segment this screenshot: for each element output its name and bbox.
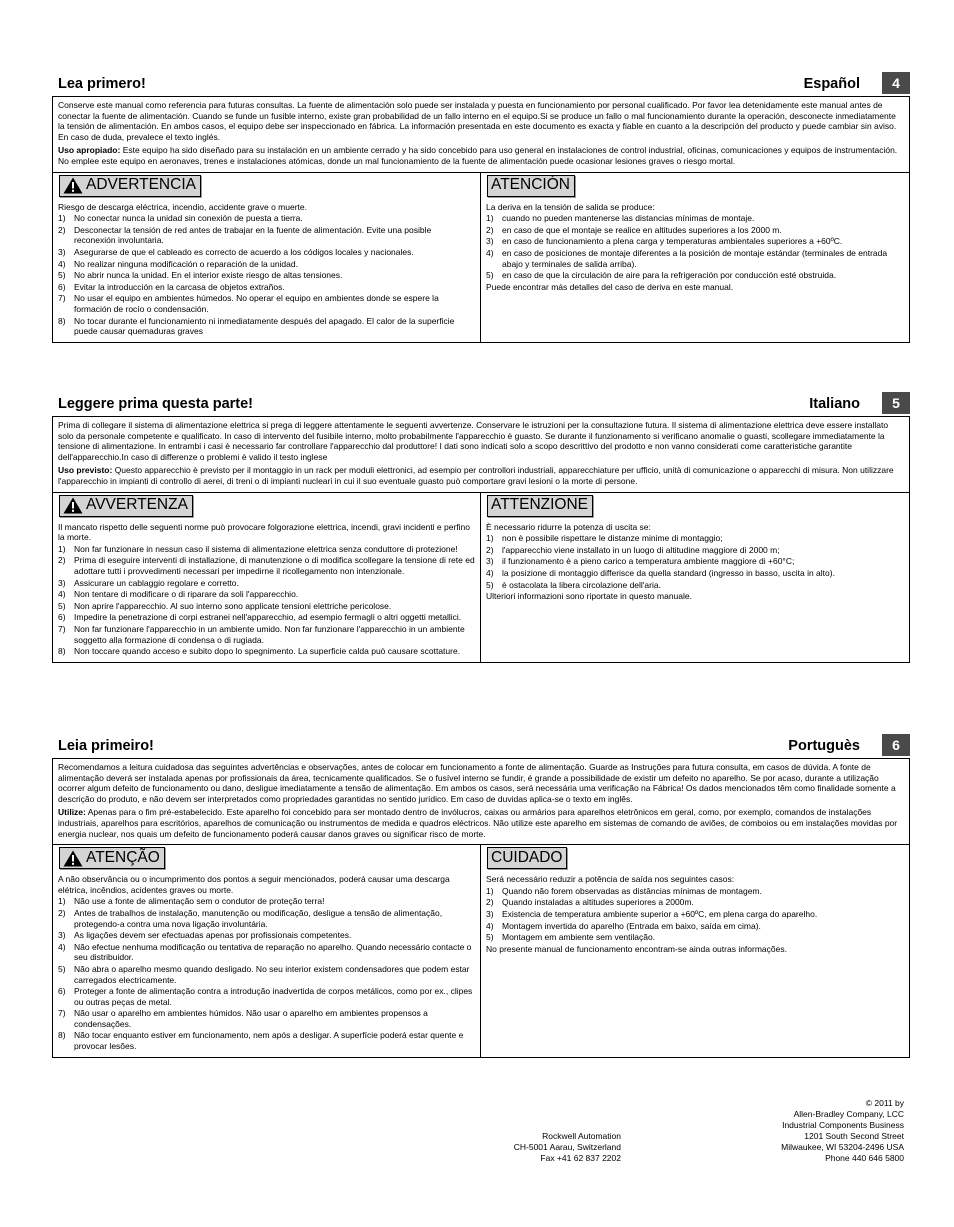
warning-list [58,896,475,1051]
list-item-text: No tocar durante el funcionamiento ni inmediatamente después del apagado. El calor de la superficie puede causar quemaduras graves [74,315,455,337]
list-item [486,248,904,269]
caution-list [486,533,904,590]
list-item-number: 2) [486,224,494,235]
section-header [52,738,910,758]
list-item [58,1008,475,1029]
list-item-number: 6) [58,612,66,623]
list-item-text: en caso de que la circulación de aire para la refrigeración por conducción esté obstruida. [502,270,837,281]
list-item-number: 5) [58,963,66,974]
warning-list [58,544,475,657]
list-item-number: 2) [58,555,66,566]
list-item [486,568,904,579]
list-item [486,921,904,932]
list-item [58,624,475,645]
use-paragraph [58,145,904,166]
list-item-text: Asegurarse de que el cableado es correcto de acuerdo a los códigos locales y nacionales. [74,246,414,257]
list-item-number: 5) [58,270,66,281]
footer-line: Rockwell Automation [542,1131,621,1141]
warning-label [59,495,193,517]
list-item [486,932,904,943]
list-item-text: Quando instaladas a altitudes superiores a 2000m. [502,897,694,908]
intro-text [53,759,909,845]
section-language: Portuguès [788,738,860,754]
use-paragraph [58,807,904,839]
caution-label [487,175,575,197]
list-item-number: 5) [486,579,494,590]
list-item-text: Non tentare di modificare o di riparare da soli l'apparecchio. [74,589,299,600]
intro-text [53,97,909,173]
warning-label [59,175,201,197]
list-item [58,908,475,929]
list-item-number: 5) [486,932,494,943]
caution-column [481,173,909,342]
caution-column [481,845,909,1057]
list-item-number: 6) [58,986,66,997]
section-title: Leggere prima questa parte! [58,396,253,412]
section-title: Leia primeiro! [58,738,154,754]
list-item-text: en caso de posiciones de montaje diferentes a la posición de montaje estándar (terminales de entrada abajo y terminales de salida arriba). [502,247,888,269]
list-item-text: non è possibile rispettare le distanze minime di montaggio; [502,533,723,544]
section-language: Español [803,76,860,92]
warning-lead: A não observância ou o incumprimento dos pontos a seguir mencionados, poderá causar uma descarga elétrica, incêndios, acidentes graves ou morte. [58,874,450,895]
list-item-text: Proteger a fonte de alimentação contra a introdução inadvertida de corpos metálicos, como por ex., clipes ou outras peças de metal. [74,986,473,1007]
list-item-text: Não abra o aparelho mesmo quando desligado. No seu interior existem condensadores que podem estar carregados electricamente. [74,963,470,985]
list-item [486,545,904,556]
list-item [58,270,475,281]
list-item-number: 3) [58,930,66,941]
notice-columns [53,173,909,342]
list-item-number: 2) [58,907,66,918]
warning-list [58,213,475,337]
list-item-text: As ligações devem ser efectuadas apenas por profissionais competentes. [74,930,352,941]
caution-column [481,493,909,662]
caution-label-text: CUIDADO [491,848,563,866]
list-item-text: Existencia de temperatura ambiente superior a +60ºC, em plena carga do aparelho. [502,908,818,919]
list-item-text: en caso de funcionamiento a plena carga y temperaturas ambientales superiores a +60ºC. [502,236,843,247]
caution-list [486,886,904,943]
footer-line: Industrial Components Business [782,1120,904,1130]
list-item [58,942,475,963]
section-number: 4 [882,72,910,94]
list-item-text: cuando no pueden mantenerse las distancias mínimas de montaje. [502,213,755,224]
list-item-number: 4) [486,920,494,931]
list-item-text: Antes de trabalhos de instalação, manutenção ou modificação, desligue a tensão de alimentação, protegendo-a contra uma nova ligação involuntária. [74,907,443,929]
list-item [58,612,475,623]
footer-line: 1201 South Second Street [804,1131,904,1141]
caution-tail: No presente manual de funcionamento encontram-se ainda outras informações. [486,943,787,954]
list-item-text: l'apparecchio viene installato in un luogo di altitudine maggiore di 2000 m; [502,544,780,555]
warning-label-text: ADVERTENCIA [86,176,196,194]
use-text: Questo apparecchio è previsto per il montaggio in un rack per moduli elettronici, ad esempio per controllori industriali, apparecchiature per ufficio, unità di comunicazione o apparecchi di misura. Non utilizzare l'apparecchio in impianti di controllo di aerei, di treni o di impianti nucleari in cui il suo eventuale guasto può comportare gravi lesioni o la morte di persone. [58,465,894,486]
section-box [52,96,910,343]
section-espanol [52,76,910,343]
section-header [52,76,910,96]
list-item-number: 5) [486,270,494,281]
warning-triangle-icon [63,497,83,514]
notice-columns [53,493,909,662]
list-item [486,580,904,591]
warning-label-text: ATENÇÃO [86,848,160,866]
list-item-text: Assicurare un cablaggio regolare e corretto. [74,577,239,588]
use-label: Utilize: [58,807,86,818]
list-item [58,282,475,293]
list-item-text: la posizione di montaggio differisce da quella standard (ingresso in basso, uscita in alto). [502,567,835,578]
list-item-number: 2) [58,224,66,235]
list-item-number: 5) [58,600,66,611]
list-item-number: 1) [58,896,66,907]
list-item [486,533,904,544]
list-item [486,556,904,567]
use-text: Apenas para o fim pré-estabelecido. Este aparelho foi concebido para ser montado dentro de invólucros, caixas ou armários para aparelhos eletrônicos em geral, como, por exemplo, comandos de instalações industriais, aparelhos para escritórios, aparelhos de comunicação ou instrumentos de medida e quadros eléctricos. Não utilize este aparelho em sistemas de comando de aviões, de comboios ou em instalações movidas por energia nuclear, nos quais um defeito de funcionamento poderá causar danos graves ou significar risco de morte. [58,807,898,839]
section-language: Italiano [809,396,860,412]
footer-line: Fax +41 62 837 2202 [540,1153,621,1163]
list-item-text: No realizar ninguna modificación o reparación de la unidad. [74,258,298,269]
list-item [58,544,475,555]
footer-line: © 2011 by [865,1098,904,1108]
list-item-number: 1) [486,533,494,544]
list-item-text: Não efectue nenhuma modificação ou tentativa de reparação no aparelho. Quando necessário contacte o seu distribuidor. [74,941,472,963]
list-item-text: en caso de que el montaje se realice en altitudes superiores a los 2000 m. [502,224,782,235]
list-item-number: 4) [486,567,494,578]
list-item-number: 2) [486,897,494,908]
list-item [58,259,475,270]
list-item-text: Non far funzionare l'apparecchio in un ambiente umido. Non far funzionare l'apparecchio in un ambiente soggetto alla formazione di condensa o di rugiada. [74,623,465,645]
list-item [58,896,475,907]
list-item [58,589,475,600]
caution-label-text: ATTENZIONE [491,496,589,514]
warning-triangle-icon [63,850,83,867]
list-item [58,578,475,589]
footer-line: Allen-Bradley Company, LCC [793,1109,904,1119]
intro-paragraph: Prima di collegare il sistema di alimentazione elettrica si prega di leggere attentamente le seguenti avvertenze. Conservare le istruzioni per la consultazione futura. Il sistema di alimentazione elettrica deve essere installato solo da personale competente e qualificato. In caso di intervento del fusibile interno, molto probabilmente l'apparecchio è guasto. Se durante il funzionamento si verificano anomalie o guasti, scollegare immediatamente la tensione di alimentazione. In entrambi i casi è necessario far controllare l'apparecchio dal produttore! I dati sono indicati solo a scopo descrittivo del prodotto e non vanno considerati come caratteristiche garantite dell'apparecchio.In caso di differenze o problemi è valido il testo inglese [58,420,889,462]
list-item-number: 4) [486,247,494,258]
warning-column [53,173,481,342]
list-item-number: 1) [486,213,494,224]
section-italiano [52,396,910,663]
list-item-number: 3) [486,236,494,247]
list-item-text: il funzionamento è a pieno carico a temperatura ambiente maggiore di +60°C; [502,556,795,567]
list-item-text: Impedire la penetrazione di corpi estranei nell'apparecchio, ad esempio fermagli o altri oggetti metallici. [74,612,462,623]
list-item-number: 8) [58,1030,66,1041]
list-item-text: Não tocar enquanto estiver em funcionamento, nem após a desligar. A superfície poderá estar quente e provocar lesões. [74,1030,464,1052]
list-item-number: 1) [58,213,66,224]
warning-column [53,493,481,662]
list-item [486,236,904,247]
footer-line: CH-5001 Aarau, Switzerland [513,1142,621,1152]
list-item-number: 6) [58,281,66,292]
intro-text [53,417,909,493]
list-item [486,897,904,908]
list-item-number: 3) [486,908,494,919]
section-header [52,396,910,416]
list-item [58,646,475,657]
footer-line: Phone 440 646 5800 [825,1153,904,1163]
list-item [58,930,475,941]
footer-allen-bradley-address [700,1098,904,1164]
list-item-number: 7) [58,623,66,634]
list-item [58,225,475,246]
list-item-number: 8) [58,646,66,657]
list-item-text: No usar el equipo en ambientes húmedos. No operar el equipo en ambientes donde se espere la formación de rocío o condensación. [74,293,439,314]
list-item-number: 3) [486,556,494,567]
list-item-text: Não use a fonte de alimentação sem o condutor de proteção terra! [74,896,325,907]
caution-tail: Ulteriori informazioni sono riportate in questo manuale. [486,591,692,602]
list-item-text: Montagem em ambiente sem ventilação. [502,932,656,943]
caution-label [487,495,593,517]
list-item [58,964,475,985]
list-item-text: Prima di eseguire interventi di installazione, di manutenzione o di modifica scollegare la tensione di rete ed adottare tutti i provvedimenti necessari per impedirne il ricollegamento non intenzionale. [74,555,475,576]
list-item-text: Non aprire l'apparecchio. Al suo interno sono applicate tensioni elettriche pericolose. [74,600,392,611]
list-item-number: 3) [58,577,66,588]
list-item [58,986,475,1007]
list-item [58,1030,475,1051]
list-item-text: Non toccare quando acceso e subito dopo lo spegnimento. La superficie calda può causare scottature. [74,646,461,657]
caution-lead: La deriva en la tensión de salida se produce: [486,201,655,212]
list-item-number: 7) [58,1008,66,1019]
caution-label-text: ATENCIÓN [491,176,570,194]
list-item-text: Non far funzionare in nessun caso il sistema di alimentazione elettrica senza conduttore di protezione! [74,543,458,554]
list-item [486,270,904,281]
warning-label-text: AVVERTENZA [86,496,188,514]
list-item-text: No conectar nunca la unidad sin conexión de puesta a tierra. [74,213,303,224]
list-item-text: Quando não forem observadas as distâncias mínimas de montagem. [502,885,762,896]
list-item [486,225,904,236]
list-item [58,555,475,576]
warning-lead: Il mancato rispetto delle seguenti norme può provocare folgorazione elettrica, incendi, gravi incidenti e perfino la morte. [58,521,471,543]
warning-label [59,847,165,869]
list-item [58,247,475,258]
list-item [58,601,475,612]
notice-columns [53,845,909,1057]
list-item-text: No abrir nunca la unidad. En el interior existe riesgo de altas tensiones. [74,270,343,281]
list-item-number: 4) [58,589,66,600]
caution-label [487,847,567,869]
list-item-number: 4) [58,941,66,952]
list-item-number: 3) [58,246,66,257]
footer-rockwell-address [440,1131,621,1164]
section-number: 5 [882,392,910,414]
warning-lead: Riesgo de descarga eléctrica, incendio, accidente grave o muerte. [58,201,308,212]
list-item-number: 2) [486,544,494,555]
section-portugues [52,738,910,1058]
caution-list [486,213,904,281]
caution-tail: Puede encontrar más detalles del caso de deriva en este manual. [486,281,734,292]
section-number: 6 [882,734,910,756]
section-title: Lea primero! [58,76,146,92]
list-item-number: 8) [58,315,66,326]
list-item-text: Desconectar la tensión de red antes de trabajar en la fuente de alimentación. Evite una posible reconexión involuntaria. [74,224,432,246]
list-item [486,213,904,224]
list-item-text: Montagem invertida do aparelho (Entrada em baixo, saída em cima). [502,920,761,931]
list-item-number: 1) [58,543,66,554]
intro-paragraph: Recomendamos a leitura cuidadosa das seguintes advertências e observações, antes de colocar em funcionamento a fonte de alimentação. Guarde as Instruções para futura consulta, em casos de dúvida. A fonte de alimentação deverá ser instalada apenas por profissionais da área, tecnicamente qualificados. Se o fusível interno se fundir, é grande a possibilidade de existir um defeito no aparelho. Se por acaso, durante a utilização ocorrer algum defeito de funcionamento ou dano, desligue imediatamente a tensão de alimentação. Em ambos os casos, será necessária uma verificação na Fábrica! Os dados mencionados têm como finalidade somente a descrição do produto, e não devem ser interpretados como propriedades garantidas no sentido jurídico. Em caso de duvidas aplica-se o texto em inglês. [58,762,896,804]
list-item-text: è ostacolata la libera circolazione dell'aria. [502,579,661,590]
list-item-number: 4) [58,258,66,269]
warning-column [53,845,481,1057]
list-item [58,293,475,314]
use-text: Este equipo ha sido diseñado para su instalación en un ambiente cerrado y ha sido concebido para uso general en instalaciones de control industrial, oficinas, comunicaciones y equipos de instrumentación. No emplee este equipo en aeronaves, trenes e instalaciones atómicas, donde un mal funcionamiento de la fuente de alimentación puede ocasionar lesiones graves o riesgo mortal. [58,145,898,166]
list-item-text: Evitar la introducción en la carcasa de objetos extraños. [74,281,285,292]
list-item-number: 7) [58,293,66,304]
section-box [52,758,910,1058]
use-label: Uso previsto: [58,465,113,476]
caution-lead: È necessario ridurre la potenza di uscita se: [486,521,651,532]
use-paragraph [58,465,904,486]
footer-line: Milwaukee, WI 53204-2496 USA [781,1142,904,1152]
caution-lead: Será necessário reduzir a potência de saída nos seguintes casos: [486,874,735,885]
list-item-text: Não usar o aparelho em ambientes húmidos. Não usar o aparelho em ambientes propensos a condensações. [74,1008,428,1029]
intro-paragraph: Conserve este manual como referencia para futuras consultas. La fuente de alimentación solo puede ser instalada y puesta en funcionamiento por personal cualificado. Por favor lea detenidamente este manual antes de conectar la fuente de alimentación. Cuando se funde un fusible interno, existe gran probabilidad de un fallo interno en el equipo.Si se produce un fallo o mal funcionamiento durante la operación, desconecte inmediatamente la tensión de alimentación. En ambos casos, el equipo debe ser inspeccionado en fábrica. La información presentada en este documento es exacta y fiable en cuanto a la descripción del producto y puede cambiar sin aviso. En caso de duda, prevalece el texto inglés. [58,100,897,142]
list-item [58,213,475,224]
warning-triangle-icon [63,177,83,194]
list-item [486,886,904,897]
list-item [58,316,475,337]
section-box [52,416,910,663]
list-item-number: 1) [486,885,494,896]
use-label: Uso apropiado: [58,145,121,156]
list-item [486,909,904,920]
